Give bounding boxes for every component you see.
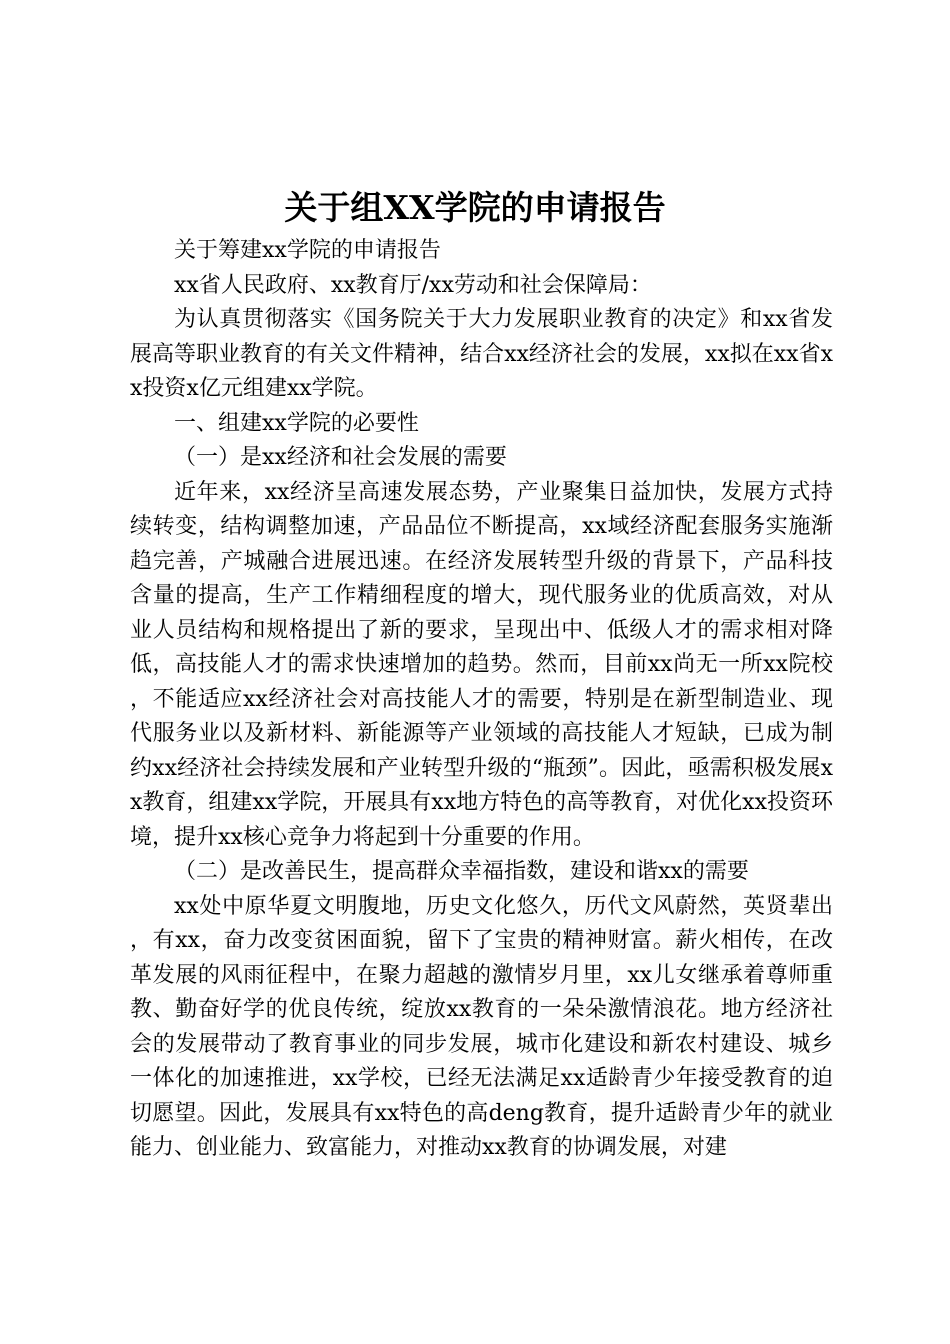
subsection-heading-2: （二）是改善民生，提高群众幸福指数，建设和谐xx的需要 (174, 859, 749, 884)
paragraph-livelihood: xx处中原华夏文明腹地，历史文化悠久，历代文风蔚然，英贤辈出，有xx，奋力改变贫困面貌，留下了宝贵的精神财富。薪火相传，在改革发展的风雨征程中，在聚力超越的激情岁月里，xx儿女继承着尊师重教、勤奋好学的优良传统，绽放xx教育的一朵朵激情浪花。地方经济社会的发展带动了教育事业的同步发展，城市化建设和新农村建设、城乡一体化的加速推进，xx学校，已经无法满足xx适龄青少年接受教育的迫切愿望。因此，发展具有xx特色的高deng教育，提升适龄青少年的就业能力、创业能力、致富能力，对推动xx教育的协调发展，对建 (130, 893, 833, 1160)
paragraph-intro: 为认真贯彻落实《国务院关于大力发展职业教育的决定》和xx省发展高等职业教育的有关文件精神，结合xx经济社会的发展，xx拟在xx省xx投资x亿元组建xx学院。 (130, 307, 833, 401)
section-heading-necessity: 一、组建xx学院的必要性 (174, 410, 419, 436)
subsection-heading-1: （一）是xx经济和社会发展的需要 (174, 445, 507, 470)
paragraph-addressee: xx省人民政府、xx教育厅/xx劳动和社会保障局： (174, 272, 652, 298)
paragraph-economy: 近年来，xx经济呈高速发展态势，产业聚集日益加快，发展方式持续转变，结构调整加速，产品品位不断提高，xx域经济配套服务实施渐趋完善，产城融合进展迅速。在经济发展转型升级的背景下，产品科技含量的提高，生产工作精细程度的增大，现代服务业的优质高效，对从业人员结构和规格提出了新的要求，呈现出中、低级人才的需求相对降低，高技能人才的需求快速增加的趋势。然而，目前xx尚无一所xx院校，不能适应xx经济社会对高技能人才的需要，特别是在新型制造业、现代服务业以及新材料、新能源等产业领域的高技能人才短缺，已成为制约xx经济社会持续发展和产业转型升级的“瓶颈”。因此，亟需积极发展xx教育，组建xx学院，开展具有xx地方特色的高等教育，对优化xx投资环境，提升xx核心竞争力将起到十分重要的作用。 (130, 479, 833, 850)
document-title: 关于组XX学院的申请报告 (284, 188, 666, 227)
document-body (130, 234, 833, 1166)
paragraph-subject: 关于筹建xx学院的申请报告 (174, 238, 441, 263)
